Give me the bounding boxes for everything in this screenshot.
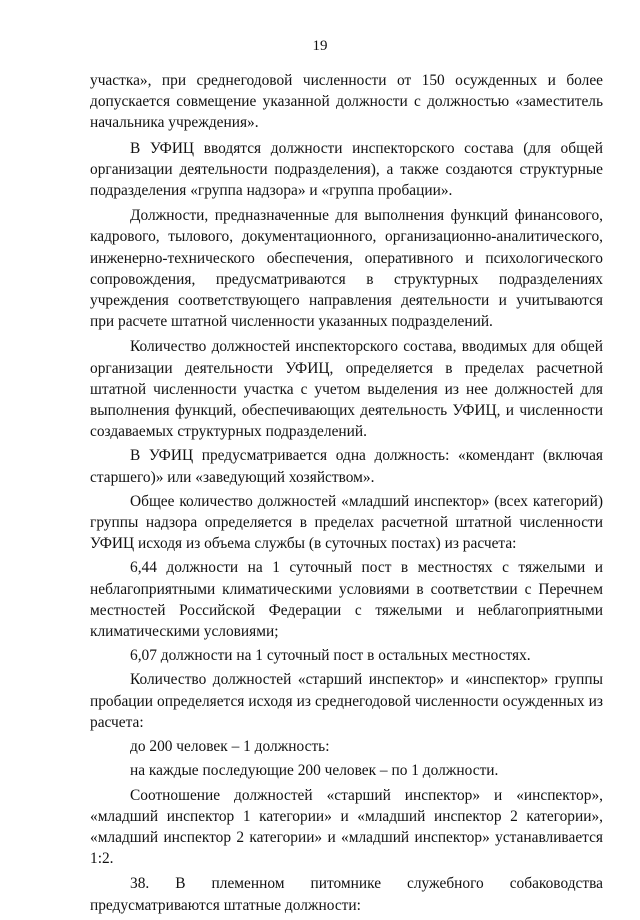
- paragraph-ratio: Соотношение должностей «старший инспектор» и «инспектор», «младший инспектор 1 категории» и «младший инспектор 2 категории», «младший инспектор 2 категории» и «младший инспектор» устанавливается 1:2.: [90, 786, 603, 868]
- paragraph-item-38: 38. В племенном питомнике служебного собаководства предусматриваются штатные должности:: [90, 875, 603, 914]
- document-body: [90, 70, 603, 916]
- paragraph-commandant: В УФИЦ предусматривается одна должность: «комендант (включая старшего)» или «заведующий хозяйством».: [90, 447, 603, 486]
- paragraph-rate-harsh-climate: 6,44 должности на 1 суточный пост в местностях с тяжелыми и неблагоприятными климатическими условиями в соответствии с Перечнем местностей Российской Федерации с тяжелыми и неблагоприятными климатическими условиями;: [90, 559, 603, 641]
- paragraph-inspector-count: Количество должностей инспекторского состава, вводимых для общей организации деятельности УФИЦ, определяется в пределах расчетной штатной численности участка с учетом выделения из нее должностей для выполнения функций, обеспечивающих деятельность УФИЦ, и численности создаваемых структурных подразделений.: [90, 338, 603, 441]
- list-item-each-next-200: на каждые последующие 200 человек – по 1 должности.: [130, 762, 499, 780]
- paragraph-continuation: участка», при среднегодовой численности от 150 осужденных и более допускается совмещение указанной должности с должностью «заместитель начальника учреждения».: [90, 72, 603, 132]
- paragraph-rate-other: 6,07 должности на 1 суточный пост в остальных местностях.: [130, 647, 531, 665]
- paragraph-ufic-positions: В УФИЦ вводятся должности инспекторского состава (для общей организации деятельности подразделения), а также создаются структурные подразделения «группа надзора» и «группа пробации».: [90, 139, 603, 200]
- paragraph-support-positions: Должности, предназначенные для выполнения функций финансового, кадрового, тылового, документационного, организационно-аналитического, инженерно-технического обеспечения, оперативного и психологического сопровождения, предусматриваются в структурных подразделениях учреждения соответствующего направления деятельности и учитываются при расчете штатной численности указанных подразделений.: [90, 207, 603, 331]
- paragraph-probation-group: Количество должностей «старший инспектор» и «инспектор» группы пробации определяется исходя из среднегодовой численности осужденных из расчета:: [90, 671, 603, 731]
- paragraph-junior-inspector: Общее количество должностей «младший инспектор» (всех категорий) группы надзора определяется в пределах расчетной штатной численности УФИЦ исходя из объема службы (в суточных постах) из расчета:: [90, 492, 603, 553]
- list-item-first-200: до 200 человек – 1 должность:: [130, 738, 330, 756]
- page-number: 19: [312, 38, 328, 54]
